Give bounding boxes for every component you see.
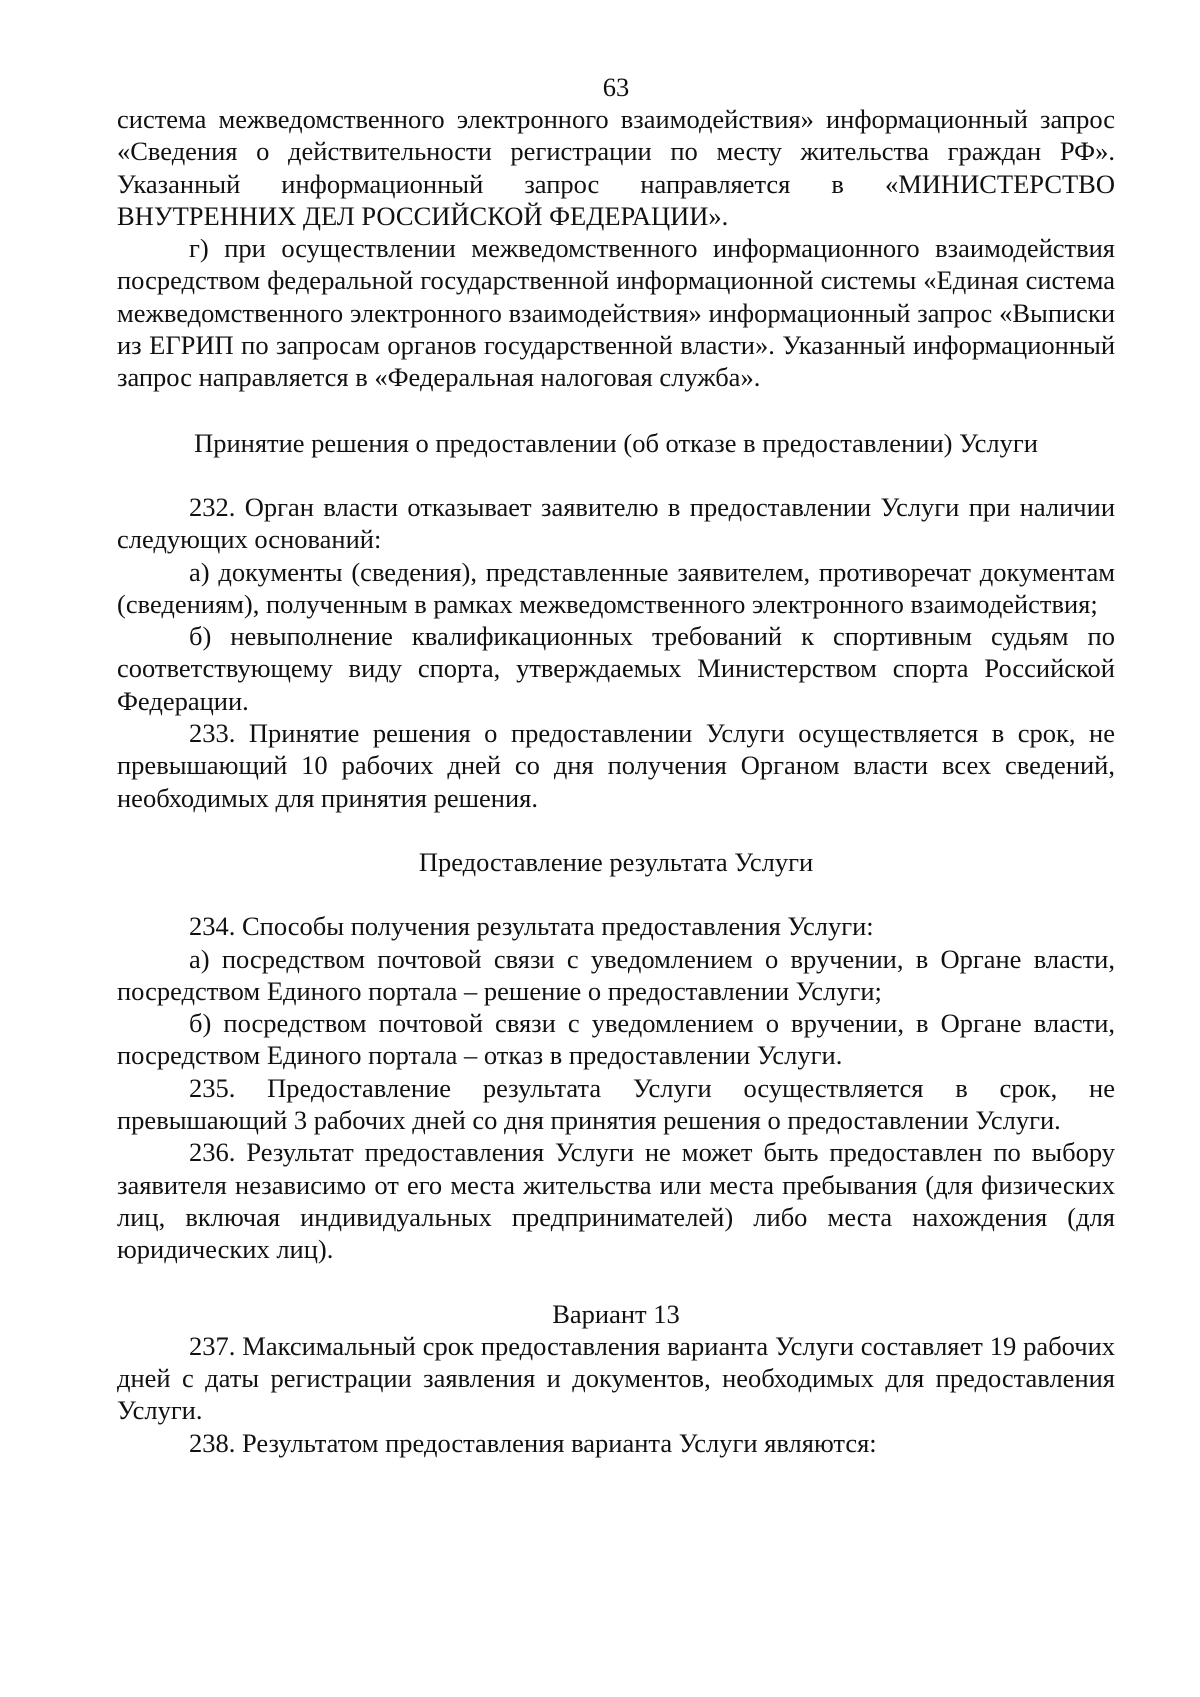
paragraph-233: 233. Принятие решения о предоставлении Услуги осуществляется в срок, не превышающий 10 рабочих дней со дня получения Органом власти всех сведений, необходимых для принятия решения. — [117, 718, 1115, 813]
paragraph-234-b: б) посредством почтовой связи с уведомлением о вручении, в Органе власти, посредством Единого портала – отказ в предоставлении Услуги. — [117, 1008, 1115, 1071]
section-heading-result: Предоставление результата Услуги — [418, 846, 814, 877]
paragraph-236: 236. Результат предоставления Услуги не может быть предоставлен по выбору заявителя независимо от его места жительства или места пребывания (для физических лиц, включая индивидуальных предпринимателей) либо места нахождения (для юридических лиц). — [117, 1137, 1115, 1265]
paragraph-232-b: б) невыполнение квалификационных требований к спортивным судьям по соответствующему виду спорта, утверждаемых Министерством спорта Российской Федерации. — [117, 621, 1115, 716]
section-heading-variant: Вариант 13 — [552, 1298, 680, 1329]
paragraph-item-g: г) при осуществлении межведомственного информационного взаимодействия посредством федеральной государственной информационной системы «Единая система межведомственного электронного взаимодействия» информационный запрос «Выписки из ЕГРИП по запросам органов государственной власти». Указанный информационный запрос направляется в «Федеральная налоговая служба». — [117, 233, 1115, 393]
paragraph-continuation: система межведомственного электронного взаимодействия» информационный запрос «Сведения о действительности регистрации по месту жительства граждан РФ». Указанный информационный запрос направляется в «МИНИСТЕРСТВО ВНУТРЕННИХ ДЕЛ РОССИЙСКОЙ ФЕДЕРАЦИИ». — [117, 104, 1115, 231]
paragraph-237: 237. Максимальный срок предоставления варианта Услуги составляет 19 рабочих дней с даты регистрации заявления и документов, необходимых для предоставления Услуги. — [117, 1330, 1115, 1426]
paragraph-234-a: а) посредством почтовой связи с уведомлением о вручении, в Органе власти, посредством Единого портала – решение о предоставлении Услуги; — [117, 943, 1115, 1006]
paragraph-232-a: а) документы (сведения), представленные заявителем, противоречат документам (сведениям), полученным в рамках межведомственного электронного взаимодействия; — [117, 556, 1115, 619]
section-heading-decision: Принятие решения о предоставлении (об отказе в предоставлении) Услуги — [194, 427, 1038, 458]
paragraph-235: 235. Предоставление результата Услуги осуществляется в срок, не превышающий 3 рабочих дней со дня принятия решения о предоставлении Услуги. — [117, 1072, 1115, 1136]
page-number: 63 — [602, 72, 630, 102]
paragraph-238: 238. Результатом предоставления варианта Услуги являются: — [189, 1427, 877, 1458]
paragraph-232: 232. Орган власти отказывает заявителю в предоставлении Услуги при наличии следующих оснований: — [117, 491, 1115, 555]
paragraph-234: 234. Способы получения результата предоставления Услуги: — [189, 911, 874, 942]
